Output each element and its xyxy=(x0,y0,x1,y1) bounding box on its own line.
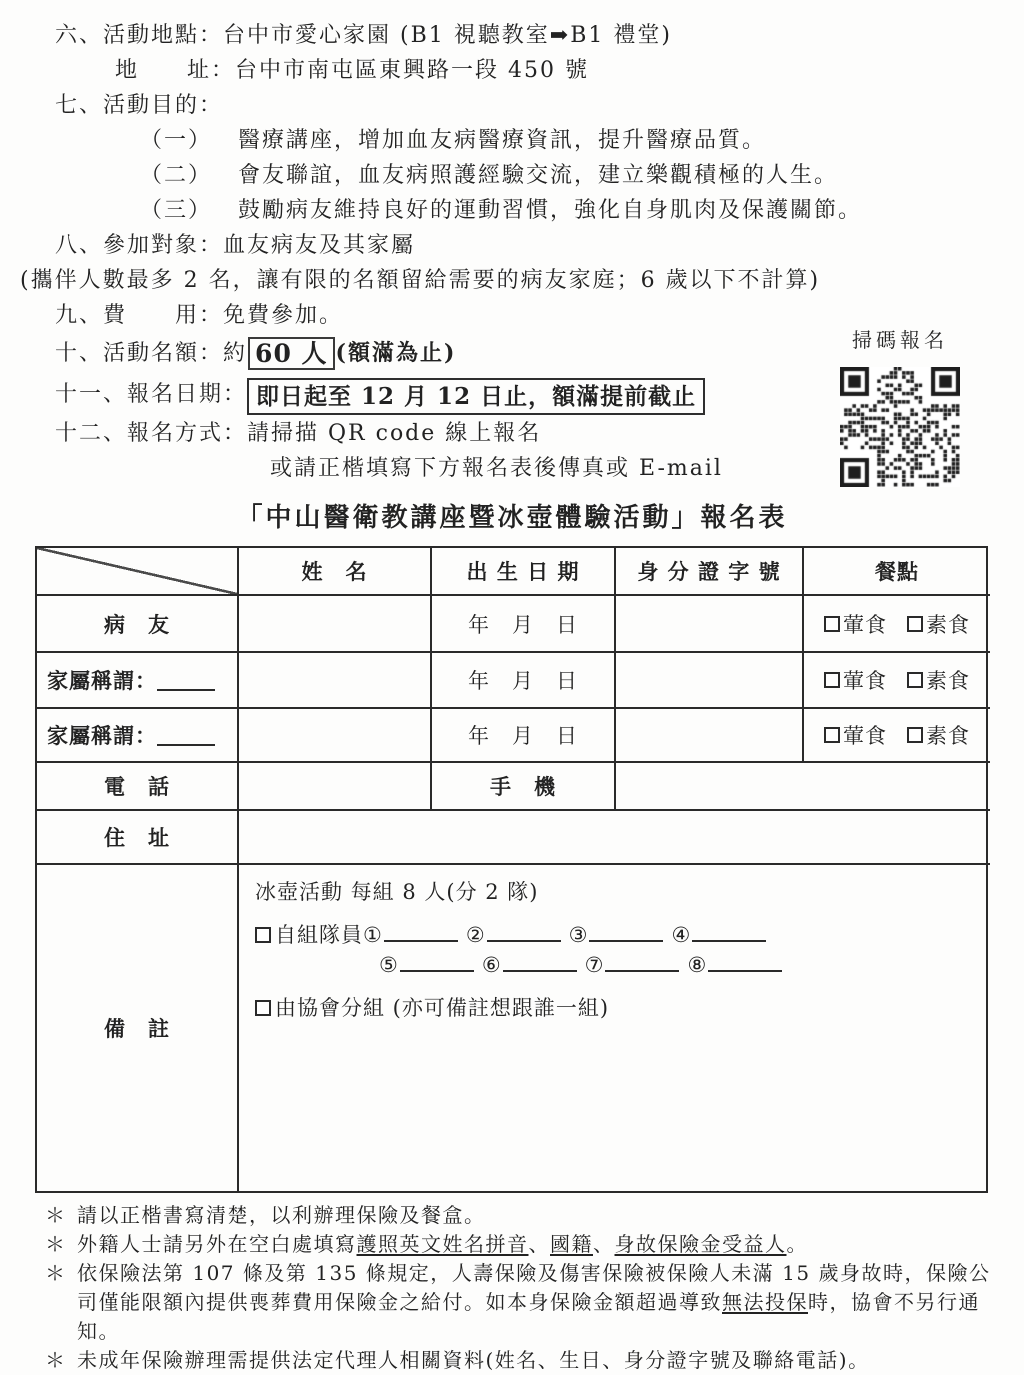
registration-form-title: 「中山醫衛教講座暨冰壺體驗活動」報名表 xyxy=(236,503,788,533)
row-family2-label xyxy=(37,709,239,763)
slot-6-number: ⑥ xyxy=(481,953,502,977)
item-8-label: 參加對象： xyxy=(103,233,224,258)
item-7-number: 七、 xyxy=(55,93,104,118)
footnote-2-underline-3: 身故保險金受益人 xyxy=(614,1232,787,1256)
footnote-2-underline-1: 護照英文姓名拼音 xyxy=(356,1232,529,1256)
slot-5-number: ⑤ xyxy=(379,953,399,977)
team-slot-1 xyxy=(363,920,466,950)
qr-signup-block xyxy=(834,324,966,491)
address-value-blank xyxy=(239,811,990,865)
checkbox-meat-icon xyxy=(824,672,840,688)
slot-4-blank xyxy=(692,924,766,942)
remark-content-cell xyxy=(239,865,990,1191)
family2-birth-format: 年 月 日 xyxy=(432,709,616,763)
item-6-value: 台中市愛心家園 (B1 視聽教室➡B1 禮堂) xyxy=(223,23,672,48)
remark-assoc-group-option xyxy=(255,993,609,1023)
footnote-2-pre: 外籍人士請另外在空白處填寫 xyxy=(77,1232,357,1256)
footnotes-section xyxy=(45,1201,1024,1375)
remark-slots-row-2 xyxy=(379,950,790,980)
header-id-number: 身 分 證 字 號 xyxy=(616,548,804,596)
team-slot-6 xyxy=(482,950,585,980)
header-corner-diagonal-cell xyxy=(37,548,239,596)
item-9-label: 費 用： xyxy=(103,303,224,328)
meal-veg-label: 素食 xyxy=(926,669,970,693)
patient-id-blank xyxy=(616,596,804,653)
footnote-3 xyxy=(45,1259,1024,1346)
checkbox-veg-icon xyxy=(907,727,923,743)
meal-meat-label: 葷食 xyxy=(843,724,887,748)
team-slot-4 xyxy=(671,920,774,950)
family1-birth-format: 年 月 日 xyxy=(432,653,616,709)
checkbox-veg-icon xyxy=(907,672,923,688)
meal-veg-label: 素食 xyxy=(926,724,970,748)
point-3-text: 鼓勵病友維持良好的運動習慣，強化自身肌肉及保護關節。 xyxy=(238,198,863,223)
meal-option-meat xyxy=(824,609,887,639)
family1-relation-blank xyxy=(157,669,215,691)
patient-name-blank xyxy=(239,596,432,653)
footnote-1-text: 請以正楷書寫清楚，以利辦理保險及餐盒。 xyxy=(77,1203,486,1227)
footnote-1 xyxy=(45,1201,1024,1230)
purpose-point-2 xyxy=(140,158,1024,193)
item-6-address-line xyxy=(115,53,1024,88)
asterisk-bullet-icon: ＊ xyxy=(45,1203,67,1227)
quota-value-box: 60 人 xyxy=(248,337,335,370)
slot-5-blank xyxy=(400,954,474,972)
footnote-2-text xyxy=(77,1230,992,1259)
item-12-method-line-2: 或請正楷填寫下方報名表後傳真或 E-mail xyxy=(270,456,723,481)
team-slot-8 xyxy=(687,950,790,980)
slot-8-number: ⑧ xyxy=(687,953,708,977)
slot-4-number: ④ xyxy=(671,923,692,947)
slot-6-blank xyxy=(503,954,577,972)
slot-2-blank xyxy=(487,924,561,942)
item-6-location-line xyxy=(55,18,1024,53)
footnote-2-sep-1: 、 xyxy=(528,1232,550,1256)
footnote-4-text: 未成年保險辦理需提供法定代理人相關資料(姓名、生日、身分證字號及聯絡電話)。 xyxy=(77,1348,870,1372)
item-12-label: 報名方式： xyxy=(127,421,248,446)
address-label: 地 址： xyxy=(115,58,236,83)
registration-table xyxy=(35,546,988,1193)
patient-meal-cell xyxy=(804,596,990,653)
phone-value-blank xyxy=(239,763,432,811)
row-patient-label: 病 友 xyxy=(37,596,239,653)
family2-relation-blank xyxy=(157,724,215,746)
purpose-point-1 xyxy=(140,123,1024,158)
team-slot-7 xyxy=(585,950,688,980)
meal-meat-label: 葷食 xyxy=(843,612,887,637)
team-slot-3 xyxy=(569,920,672,950)
footnote-3-pre: 依保險法第 107 條及第 135 條規定，人壽保險及傷害保險被保險人未滿 15 歲身故時，保險公司僅能限額內提供喪葬費用保險金之給付。如本身保險金額超過導致 xyxy=(77,1261,991,1314)
self-team-label: 自組隊員 xyxy=(275,923,363,947)
item-8-target-line xyxy=(55,228,1024,263)
item-12-number: 十二、 xyxy=(55,421,128,446)
footnote-4 xyxy=(45,1346,1024,1375)
item-8-value: 血友病友及其家屬 xyxy=(223,233,416,258)
asterisk-bullet-icon: ＊ xyxy=(45,1232,67,1256)
family1-id-blank xyxy=(616,653,804,709)
qr-signup-label: 掃碼報名 xyxy=(852,328,948,352)
quota-prefix: 約 xyxy=(223,341,248,366)
asterisk-bullet-icon: ＊ xyxy=(45,1348,67,1372)
team-slot-5 xyxy=(379,950,482,980)
meal-option-veg xyxy=(907,609,970,639)
family1-name-blank xyxy=(239,653,432,709)
slot-2-number: ② xyxy=(465,923,486,947)
row-family1-label xyxy=(37,653,239,709)
family2-meal-cell xyxy=(804,709,990,763)
footnote-2 xyxy=(45,1230,1024,1259)
footnote-3-underline: 無法投保 xyxy=(722,1290,808,1314)
footnote-3-post: 時，協會不另行通知。 xyxy=(77,1290,980,1343)
point-2-text: 會友聯誼，血友病照護經驗交流，建立樂觀積極的人生。 xyxy=(238,163,839,188)
checkbox-meat-icon xyxy=(824,727,840,743)
slot-3-number: ③ xyxy=(568,923,589,947)
mobile-value-blank xyxy=(616,763,990,811)
header-birthdate: 出 生 日 期 xyxy=(432,548,616,596)
item-11-label: 報名日期： xyxy=(127,382,248,407)
slot-8-blank xyxy=(708,954,782,972)
header-meal: 餐點 xyxy=(804,548,990,596)
qr-code xyxy=(840,367,960,487)
item-7-purpose-line xyxy=(55,88,1024,123)
footnote-2-sep-2: 、 xyxy=(593,1232,615,1256)
item-9-value: 免費參加。 xyxy=(223,303,344,328)
meal-meat-label: 葷食 xyxy=(843,669,887,693)
point-2-number: （二） xyxy=(140,163,213,188)
assoc-group-label: 由協會分組 (亦可備註想跟誰一組) xyxy=(275,996,610,1020)
asterisk-bullet-icon: ＊ xyxy=(45,1261,67,1285)
footnote-2-end: 。 xyxy=(786,1232,808,1256)
row-phone-label: 電 話 xyxy=(37,763,239,811)
family2-label-text: 家屬稱謂： xyxy=(47,723,157,748)
family2-id-blank xyxy=(616,709,804,763)
slot-1-blank xyxy=(384,924,458,942)
item-8-note-line: (攜伴人數最多 2 名，讓有限的名額留給需要的病友家庭；6 歲以下不計算) xyxy=(20,268,821,293)
slot-3-blank xyxy=(589,924,663,942)
patient-birth-format: 年 月 日 xyxy=(432,596,616,653)
checkbox-self-team-icon xyxy=(255,927,271,943)
meal-option-veg xyxy=(907,720,970,750)
item-6-label: 活動地點： xyxy=(103,23,224,48)
item-12-value: 請掃描 QR code 線上報名 xyxy=(247,421,542,446)
point-3-number: （三） xyxy=(140,198,213,223)
footnote-3-text xyxy=(77,1259,992,1346)
item-10-label: 活動名額： xyxy=(103,341,224,366)
slot-7-blank xyxy=(605,954,679,972)
item-11-number: 十一、 xyxy=(55,382,128,407)
meal-option-meat xyxy=(824,665,887,695)
slot-1-number: ① xyxy=(363,923,383,947)
meal-option-veg xyxy=(907,665,970,695)
point-1-text: 醫療講座，增加血友病醫療資訊，提升醫療品質。 xyxy=(238,128,767,153)
checkbox-veg-icon xyxy=(907,616,923,632)
family1-meal-cell xyxy=(804,653,990,709)
row-mobile-label: 手 機 xyxy=(432,763,616,811)
item-8-number: 八、 xyxy=(55,233,104,258)
deadline-value-box: 即日起至 12 月 12 日止，額滿提前截止 xyxy=(247,378,705,415)
family2-name-blank xyxy=(239,709,432,763)
remark-self-team-option xyxy=(255,920,774,950)
item-9-number: 九、 xyxy=(55,303,104,328)
remark-curling-info: 冰壺活動 每組 8 人(分 2 隊) xyxy=(255,880,539,904)
item-6-number: 六、 xyxy=(55,23,104,48)
purpose-point-3 xyxy=(140,193,1024,228)
item-10-number: 十、 xyxy=(55,341,104,366)
header-name: 姓 名 xyxy=(239,548,432,596)
checkbox-meat-icon xyxy=(824,616,840,632)
meal-option-meat xyxy=(824,720,887,750)
team-slot-2 xyxy=(466,920,569,950)
checkbox-assoc-group-icon xyxy=(255,1000,271,1016)
row-address-label: 住 址 xyxy=(37,811,239,865)
quota-suffix: (額滿為止) xyxy=(335,340,457,366)
address-value: 台中市南屯區東興路一段 450 號 xyxy=(235,58,589,83)
family1-label-text: 家屬稱謂： xyxy=(47,668,157,693)
row-remark-label: 備 註 xyxy=(37,865,239,1191)
slot-7-number: ⑦ xyxy=(584,953,605,977)
meal-veg-label: 素食 xyxy=(926,612,970,637)
item-7-label: 活動目的： xyxy=(103,93,224,118)
footnote-2-underline-2: 國籍 xyxy=(550,1232,593,1256)
point-1-number: （一） xyxy=(140,128,213,153)
